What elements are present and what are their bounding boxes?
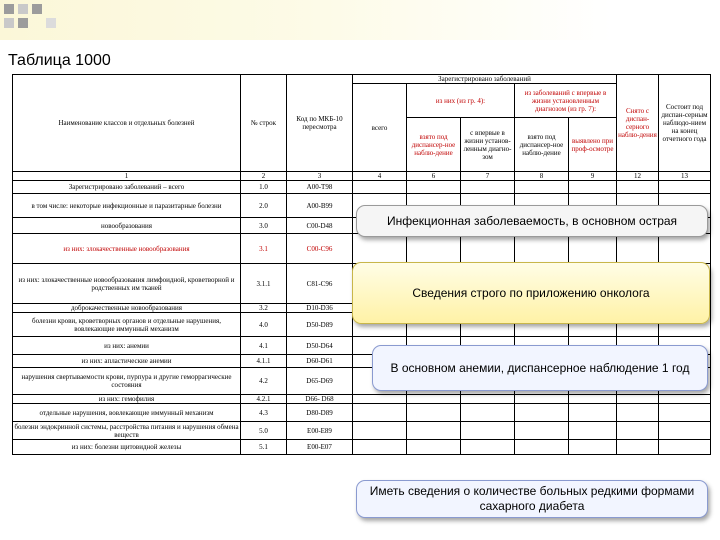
data-cell bbox=[659, 422, 711, 440]
row-code: C81-C96 bbox=[287, 264, 353, 304]
data-cell bbox=[407, 422, 461, 440]
header-removed: Снято с диспан-серного наблю-дения bbox=[617, 75, 659, 172]
data-cell bbox=[569, 234, 617, 264]
data-cell bbox=[407, 404, 461, 422]
data-cell bbox=[569, 404, 617, 422]
row-code: D10-D36 bbox=[287, 304, 353, 313]
row-code: A00-B99 bbox=[287, 194, 353, 218]
row-name: болезни крови, кроветворных органов и отдельные нарушения, вовлекающие иммунный механизм bbox=[13, 313, 241, 337]
data-cell bbox=[461, 440, 515, 455]
data-cell bbox=[353, 404, 407, 422]
data-cell bbox=[461, 181, 515, 194]
row-number: 4.3 bbox=[241, 404, 287, 422]
row-code: C00-C96 bbox=[287, 234, 353, 264]
col-number: 13 bbox=[659, 172, 711, 181]
col-number: 6 bbox=[407, 172, 461, 181]
data-cell bbox=[407, 440, 461, 455]
row-number: 3.1.1 bbox=[241, 264, 287, 304]
row-code: C00-D48 bbox=[287, 218, 353, 234]
header-prof-exam: выявлено при проф-осмотре bbox=[569, 118, 617, 172]
data-cell bbox=[461, 404, 515, 422]
data-cell bbox=[353, 395, 407, 404]
decorative-square bbox=[4, 4, 14, 14]
data-cell bbox=[659, 404, 711, 422]
row-number: 5.0 bbox=[241, 422, 287, 440]
data-cell bbox=[461, 422, 515, 440]
header-dispensary: взято под диспансер-ное наблю-дение bbox=[407, 118, 461, 172]
header-first-time: с впервые в жизни установ-ленным диагно-зом bbox=[461, 118, 515, 172]
table-row bbox=[13, 440, 711, 455]
data-cell bbox=[617, 440, 659, 455]
row-number: 4.2 bbox=[241, 368, 287, 395]
data-cell bbox=[569, 422, 617, 440]
data-cell bbox=[353, 234, 407, 264]
col-number: 4 bbox=[353, 172, 407, 181]
decorative-square bbox=[46, 18, 56, 28]
data-cell bbox=[461, 395, 515, 404]
row-name: болезни эндокринной системы, расстройства питания и нарушения обмена веществ bbox=[14, 422, 239, 439]
row-number: 2.0 bbox=[241, 194, 287, 218]
row-name: доброкачественные новообразования bbox=[13, 304, 241, 313]
data-cell bbox=[353, 181, 407, 194]
row-number: 4.2.1 bbox=[241, 395, 287, 404]
header-registered: Зарегистрировано заболеваний bbox=[353, 75, 617, 84]
row-name: из них: гемофилия bbox=[13, 395, 241, 404]
col-number: 3 bbox=[287, 172, 353, 181]
table-row bbox=[13, 404, 711, 422]
col-number: 7 bbox=[461, 172, 515, 181]
row-code: D65-D69 bbox=[287, 368, 353, 395]
col-number: 9 bbox=[569, 172, 617, 181]
data-cell bbox=[461, 234, 515, 264]
row-code: D50-D64 bbox=[287, 337, 353, 355]
callout-infectious: Инфекционная заболеваемость, в основном острая bbox=[356, 205, 708, 237]
col-number: 2 bbox=[241, 172, 287, 181]
row-name: из них: злокачественные новообразования bbox=[13, 234, 241, 264]
decorative-square bbox=[18, 4, 28, 14]
decorative-square bbox=[18, 18, 28, 28]
data-cell bbox=[353, 422, 407, 440]
data-cell bbox=[515, 404, 569, 422]
callout-oncology: Сведения строго по приложению онколога bbox=[352, 262, 710, 324]
data-cell bbox=[617, 395, 659, 404]
row-code: E00-E07 bbox=[287, 440, 353, 455]
row-code: D80-D89 bbox=[287, 404, 353, 422]
data-cell bbox=[659, 181, 711, 194]
table-row bbox=[13, 181, 711, 194]
header-disease-name: Наименование классов и отдельных болезней bbox=[13, 75, 241, 172]
data-cell bbox=[659, 234, 711, 264]
data-cell bbox=[407, 181, 461, 194]
col-number: 8 bbox=[515, 172, 569, 181]
row-number: 4.0 bbox=[241, 313, 287, 337]
col-number: 12 bbox=[617, 172, 659, 181]
callout-diabetes: Иметь сведения о количестве больных редкими формами сахарного диабета bbox=[356, 480, 708, 518]
row-number: 5.1 bbox=[241, 440, 287, 455]
row-code: D66- D68 bbox=[287, 395, 353, 404]
data-cell bbox=[515, 422, 569, 440]
header-state: Состоит под диспан-серным наблюдо-нием на конец отчетного года bbox=[659, 75, 711, 172]
data-cell bbox=[659, 440, 711, 455]
row-code: D60-D61 bbox=[287, 355, 353, 368]
data-cell bbox=[569, 181, 617, 194]
row-code: E00-E89 bbox=[287, 422, 353, 440]
data-cell bbox=[353, 440, 407, 455]
row-name: нарушения свертываемости крови, пурпура и другие геморрагические состояния bbox=[13, 368, 241, 395]
data-cell bbox=[515, 440, 569, 455]
header-of-them: из них (из гр. 4): bbox=[407, 84, 515, 118]
data-cell bbox=[515, 181, 569, 194]
row-number: 4.1.1 bbox=[241, 355, 287, 368]
data-cell bbox=[515, 234, 569, 264]
table-row bbox=[13, 234, 711, 264]
data-cell bbox=[407, 395, 461, 404]
row-name: в том числе: некоторые инфекционные и паразитарные болезни bbox=[13, 194, 241, 218]
data-cell bbox=[617, 234, 659, 264]
row-name: из них: злокачественные новообразования лимфоидной, кроветворной и родственных им тканей bbox=[13, 264, 241, 304]
row-name: отдельные нарушения, вовлекающие иммунный механизм bbox=[13, 404, 241, 422]
decorative-square bbox=[4, 18, 14, 28]
header-of-first-time: из заболеваний с впервые в жизни установленным диагнозом (из гр. 7): bbox=[515, 84, 617, 118]
row-number: 4.1 bbox=[241, 337, 287, 355]
data-cell bbox=[617, 422, 659, 440]
row-number: 3.0 bbox=[241, 218, 287, 234]
row-name: Зарегистрировано заболеваний – всего bbox=[13, 181, 241, 194]
row-name: из них: апластические анемии bbox=[13, 355, 241, 368]
header-total: всего bbox=[353, 84, 407, 172]
row-name: из них: болезни щитовидной железы bbox=[13, 440, 241, 455]
data-cell bbox=[569, 440, 617, 455]
header-icd-code: Код по МКБ-10 пересмотра bbox=[287, 75, 353, 172]
col-number: 1 bbox=[13, 172, 241, 181]
table-row bbox=[13, 395, 711, 404]
row-code: D50-D89 bbox=[287, 313, 353, 337]
data-cell bbox=[659, 395, 711, 404]
row-number: 3.1 bbox=[241, 234, 287, 264]
callout-anemia: В основном анемии, диспансерное наблюдение 1 год bbox=[372, 345, 708, 391]
header-dispensary-2: взято под диспансер-ное наблю-дение bbox=[515, 118, 569, 172]
decorative-header-band bbox=[0, 0, 720, 40]
row-code: A00-T98 bbox=[287, 181, 353, 194]
data-cell bbox=[407, 234, 461, 264]
header-row-number: № строк bbox=[241, 75, 287, 172]
row-number: 1.0 bbox=[241, 181, 287, 194]
row-name: новообразования bbox=[13, 218, 241, 234]
data-cell bbox=[569, 395, 617, 404]
data-cell bbox=[617, 404, 659, 422]
table-row bbox=[13, 422, 711, 440]
row-name: из них: анемии bbox=[13, 337, 241, 355]
page-title: Таблица 1000 bbox=[8, 52, 111, 69]
data-cell bbox=[617, 181, 659, 194]
data-cell bbox=[515, 395, 569, 404]
decorative-square bbox=[32, 4, 42, 14]
row-number: 3.2 bbox=[241, 304, 287, 313]
